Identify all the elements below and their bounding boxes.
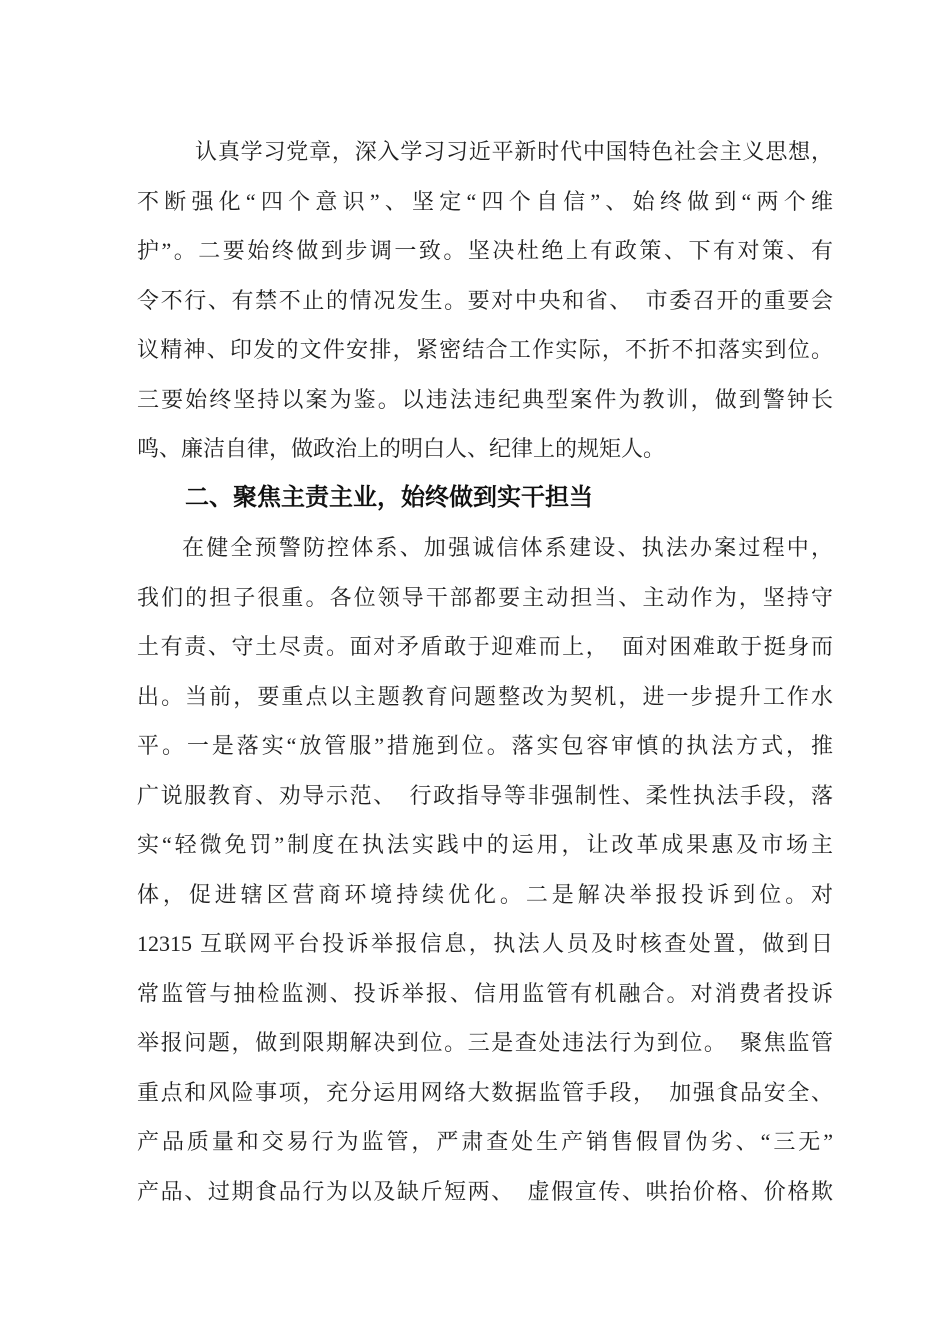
text-line: 出。当前，要重点以主题教育问题整改为契机，进一步提升工作水: [137, 683, 833, 709]
document-body: [137, 127, 833, 1216]
text-line: 土有责、守土尽责。面对矛盾敢于迎难而上， 面对困难敢于挺身而: [137, 634, 833, 659]
text-line: 产品质量和交易行为监管，严肃查处生产销售假冒伪劣、“三无”: [137, 1129, 833, 1154]
text-line: 12315 互联网平台投诉举报信息，执法人员及时核查处置，做到日: [137, 931, 833, 956]
section-heading: 二、聚焦主责主业，始终做到实干担当: [185, 484, 593, 511]
text-line: 实“轻微免罚”制度在执法实践中的运用，让改革成果惠及市场主: [137, 832, 833, 857]
text-line: 认真学习党章，深入学习习近平新时代中国特色社会主义思想，: [195, 139, 833, 164]
text-line: 不断强化“四个意识”、坚定“四个自信”、始终做到“两个维: [137, 188, 833, 214]
text-line: 重点和风险事项，充分运用网络大数据监管手段， 加强食品安全、: [137, 1079, 833, 1105]
text-line: 我们的担子很重。各位领导干部都要主动担当、主动作为，坚持守: [137, 584, 833, 610]
text-line: 令不行、有禁不止的情况发生。要对中央和省、 市委召开的重要会: [137, 287, 833, 313]
text-line: 议精神、印发的文件安排，紧密结合工作实际，不折不扣落实到位。: [137, 337, 833, 362]
text-line: 产品、过期食品行为以及缺斤短两、 虚假宣传、哄抬价格、价格欺: [137, 1178, 833, 1204]
text-line: 平。一是落实“放管服”措施到位。落实包容审慎的执法方式，推: [137, 733, 833, 758]
text-line: 广说服教育、劝导示范、 行政指导等非强制性、柔性执法手段，落: [137, 782, 833, 808]
text-line: 护”。二要始终做到步调一致。坚决杜绝上有政策、下有对策、有: [137, 238, 833, 263]
text-line: 在健全预警防控体系、加强诚信体系建设、执法办案过程中，: [182, 535, 833, 560]
text-line: 体，促进辖区营商环境持续优化。二是解决举报投诉到位。对: [137, 881, 833, 907]
text-line: 举报问题，做到限期解决到位。三是查处违法行为到位。 聚焦监管: [137, 1030, 833, 1055]
text-line: 三要始终坚持以案为鉴。以违法违纪典型案件为教训，做到警钟长: [137, 386, 833, 412]
text-line: 常监管与抽检监测、投诉举报、信用监管有机融合。对消费者投诉: [137, 980, 833, 1006]
text-line: 鸣、廉洁自律，做政治上的明白人、纪律上的规矩人。: [137, 436, 666, 461]
